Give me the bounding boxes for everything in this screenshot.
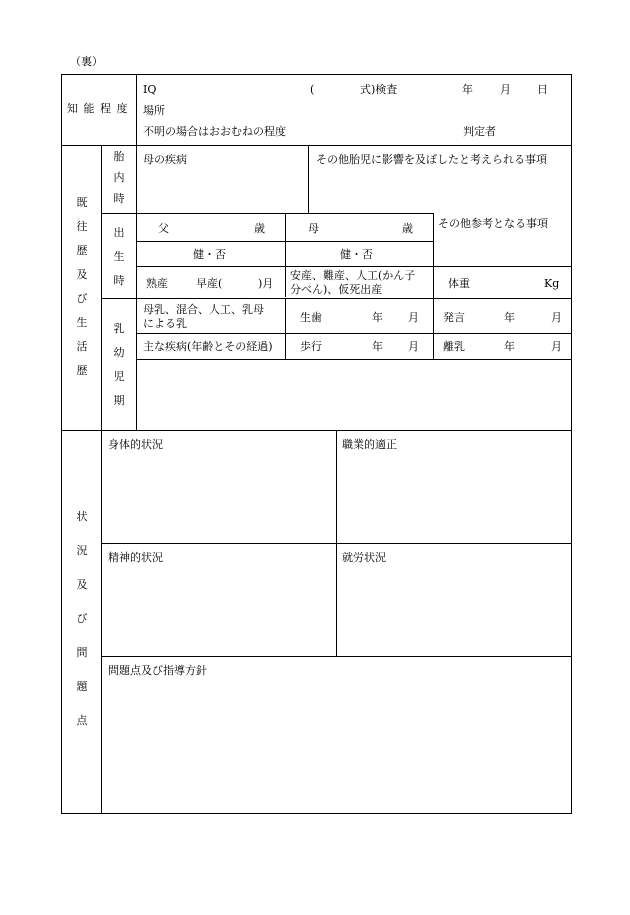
prenatal-label — [111, 150, 127, 213]
teething-year-unit: 年 — [372, 311, 383, 324]
weaning-year-unit: 年 — [504, 340, 515, 353]
status-title-char: 況 — [76, 544, 88, 557]
vocational-aptitude-label: 職業的適正 — [342, 438, 397, 451]
feeding-options-line2[interactable]: による乳 — [143, 317, 187, 330]
weaning-month-unit: 月 — [551, 340, 562, 353]
vocational-aptitude-field[interactable] — [337, 454, 570, 542]
mental-status-label: 精神的状況 — [108, 551, 163, 564]
section-divider-history — [61, 430, 572, 431]
employment-status-field[interactable] — [337, 567, 570, 655]
history-title — [74, 196, 90, 388]
birth-row-2-bottom — [136, 266, 572, 267]
father-age-unit: 歳 — [254, 222, 265, 235]
walking-month-unit: 月 — [408, 340, 419, 353]
problems-guidance-label: 問題点及び指導方針 — [108, 664, 207, 677]
intelligence-title: 知 能 程 度 — [67, 102, 129, 115]
mental-status-field[interactable] — [102, 567, 335, 655]
teething-month-unit: 月 — [408, 311, 419, 324]
mother-disease-label: 母の疾病 — [143, 153, 187, 166]
birth-label-char: 出 — [113, 226, 125, 239]
other-fetal-factors-field[interactable] — [309, 168, 570, 212]
section-divider-intelligence — [61, 145, 572, 146]
status-row-2-bottom — [101, 656, 572, 657]
infancy-col-divider-1 — [285, 298, 286, 359]
judge-label: 判定者 — [463, 125, 496, 138]
other-fetal-factors-label: その他胎児に影響を及ぼしたと考えられる事項 — [316, 153, 547, 166]
first-speech-label: 発言 — [443, 311, 465, 324]
status-title-char: 点 — [76, 714, 88, 727]
feeding-options-line1[interactable]: 母乳、混合、人工、乳母 — [143, 303, 264, 316]
prenatal-label-char: 内 — [113, 171, 125, 184]
birth-label — [111, 226, 127, 298]
history-title-char: 既 — [76, 196, 88, 209]
father-label: 父 — [158, 222, 169, 235]
history-title-char: び — [76, 292, 88, 305]
physical-status-label: 身体的状況 — [108, 438, 163, 451]
infancy-label-char: 児 — [113, 370, 125, 383]
status-title-char: 及 — [76, 578, 88, 591]
mother-age-unit: 歳 — [402, 222, 413, 235]
birth-label-char: 生 — [113, 250, 125, 263]
birth-row-3-bottom — [101, 298, 572, 299]
birth-weight-unit: Kg — [544, 277, 560, 290]
prenatal-row-bottom — [101, 213, 433, 214]
unknown-note-label: 不明の場合はおおむねの程度 — [143, 125, 286, 138]
preterm-birth-option[interactable]: 早産( — [196, 277, 223, 290]
history-title-char: 生 — [76, 316, 88, 329]
test-method-open-paren: ( — [310, 83, 315, 96]
table-left-border — [61, 74, 62, 813]
test-method-suffix: 式)検査 — [360, 83, 398, 96]
status-title-char: び — [76, 612, 88, 625]
mother-label: 母 — [308, 222, 319, 235]
main-disease-label: 主な疾病(年齢とその経過) — [143, 340, 273, 353]
status-title — [74, 510, 90, 748]
infancy-row-1-bottom — [136, 333, 572, 334]
table-top-border — [61, 74, 572, 75]
term-birth-option[interactable]: 熟産 — [146, 277, 168, 290]
delivery-type-options-line1[interactable]: 安産、難産、人工(かん子 — [290, 269, 416, 282]
walking-label: 歩行 — [300, 340, 322, 353]
infancy-label-char: 幼 — [113, 346, 125, 359]
weaning-label: 離乳 — [443, 340, 465, 353]
table-bottom-border — [61, 813, 572, 814]
prenatal-label-char: 胎 — [113, 150, 125, 163]
infancy-label-char: 乳 — [113, 322, 125, 335]
history-title-char: 往 — [76, 220, 88, 233]
other-reference-field[interactable] — [434, 232, 570, 265]
other-reference-label: その他参考となる事項 — [438, 217, 548, 230]
birth-label-char: 時 — [113, 274, 125, 287]
status-title-char: 題 — [76, 680, 88, 693]
prenatal-label-char: 時 — [113, 192, 125, 205]
test-month-label: 月 — [500, 83, 511, 96]
history-title-char: 歴 — [76, 364, 88, 377]
preterm-month-unit: )月 — [258, 277, 274, 290]
mother-health-option[interactable]: 健・否 — [340, 248, 373, 261]
iq-label: IQ — [143, 83, 157, 96]
history-title-char: 及 — [76, 268, 88, 281]
walking-year-unit: 年 — [372, 340, 383, 353]
table-right-border — [571, 74, 572, 813]
status-title-char: 状 — [76, 510, 88, 523]
birth-col-divider-1 — [285, 213, 286, 297]
test-year-label: 年 — [462, 83, 473, 96]
test-place-label: 場所 — [143, 104, 165, 117]
mother-disease-field[interactable] — [137, 168, 307, 212]
first-speech-year-unit: 年 — [504, 311, 515, 324]
history-label-divider — [101, 145, 102, 430]
first-speech-month-unit: 月 — [551, 311, 562, 324]
physical-status-field[interactable] — [102, 454, 335, 542]
infancy-notes-field[interactable] — [137, 360, 570, 429]
intelligence-label-divider — [136, 74, 137, 145]
problems-guidance-field[interactable] — [102, 680, 570, 812]
page-side-label: （裏） — [70, 55, 103, 68]
status-row-1-bottom — [101, 543, 572, 544]
delivery-type-options-line2[interactable]: 分べん)、仮死出産 — [290, 283, 383, 296]
infancy-label-char: 期 — [113, 394, 125, 407]
teething-label: 生歯 — [300, 311, 322, 324]
status-title-char: 問 — [76, 646, 88, 659]
birth-weight-label: 体重 — [448, 277, 470, 290]
employment-status-label: 就労状況 — [342, 551, 386, 564]
history-title-char: 活 — [76, 340, 88, 353]
father-health-option[interactable]: 健・否 — [193, 248, 226, 261]
birth-row-1-bottom — [136, 241, 433, 242]
test-day-label: 日 — [537, 83, 548, 96]
infancy-label — [111, 322, 127, 418]
history-title-char: 歴 — [76, 244, 88, 257]
